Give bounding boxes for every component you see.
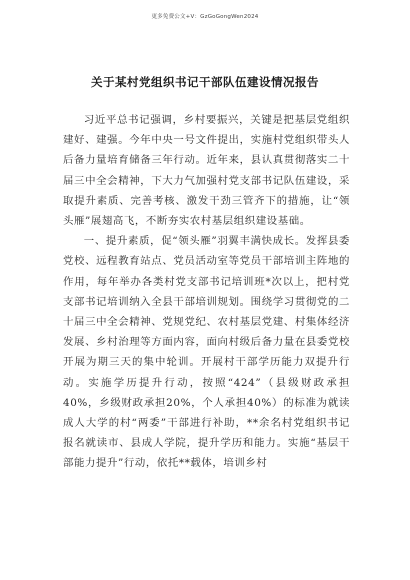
paragraph-intro: 习近平总书记强调，乡村要振兴，关键是把基层党组织建好、建强。今年中央一号文件提出，实施村党组织带头人后备力量培育储备三年行动。近年来，县认真贯彻落实二十届三中全会精神，下大力气加强村党支部书记队伍建设，采取提升素质、完善考核、激发干劲三管齐下的措施，让“领头雁”展翅高飞，不断夯实农村基层组织建设基础。 <box>63 114 350 228</box>
document-title: 关于某村党组织书记干部队伍建设情况报告 <box>91 75 319 89</box>
paragraph-section-1: 一、提升素质，促“领头雁”羽翼丰满快成长。发挥县委党校、远程教育站点、党员活动室等党员干部培训主阵地的作用，每年举办各类村党支部书记培训班*次以上，把村党支部书记培训纳入全县干部培训规划。围绕学习贯彻党的二十届三中全会精神、党规党纪、农村基层党建、村集体经济发展、乡村治理等方面内容，面向村级后备力量在县委党校开展为期三天的集中轮训。开展村干部学历能力双提升行动。实施学历提升行动，按照“424”（县级财政承担40%，乡级财政承担20%，个人承担40%）的标准为就读成人大学的村“两委”干部进行补助，**余名村党组织书记报名就读市、县成人学院，提升学历和能力。实施“基层干部能力提升”行动，依托**载体，培训乡村 <box>63 235 350 470</box>
header-note: 更多免费公文+V：GzGoGongWen2024 <box>151 14 259 20</box>
document-body <box>63 110 350 474</box>
